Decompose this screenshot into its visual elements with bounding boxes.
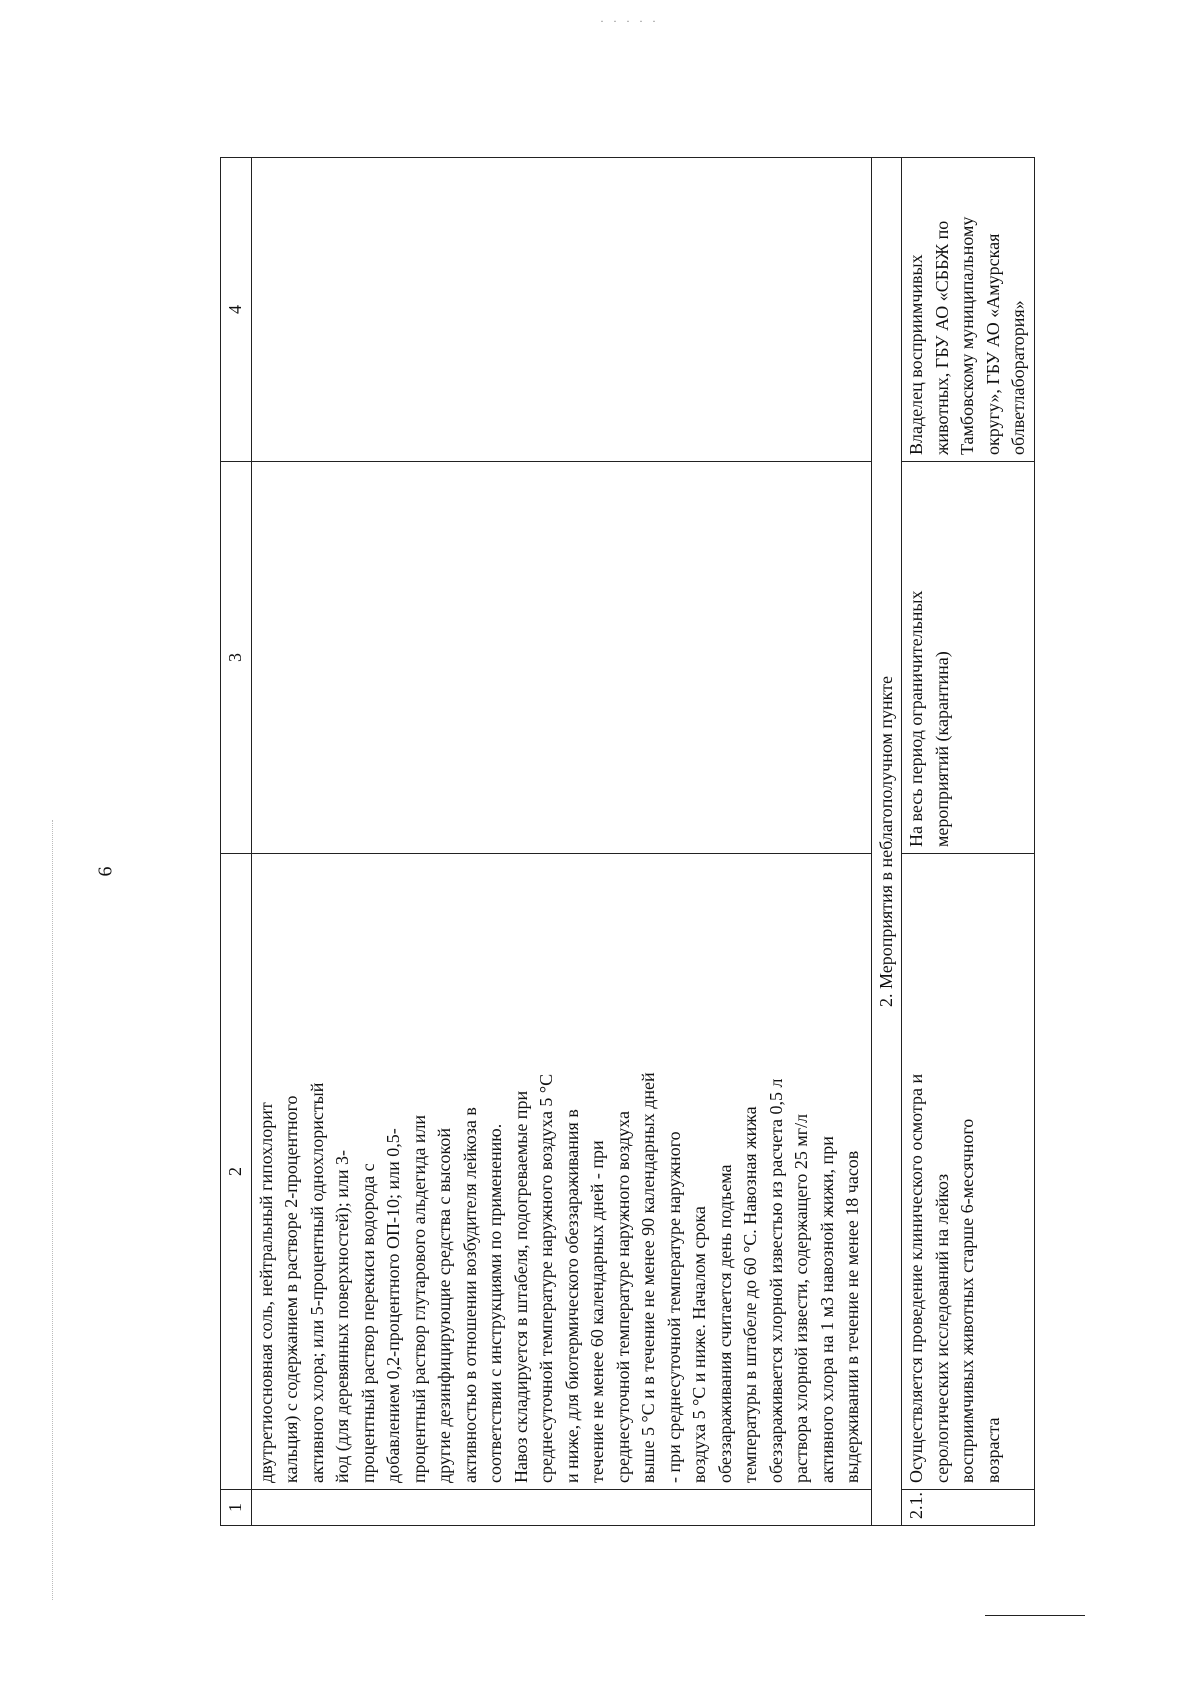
text-line: выдерживании в течение не менее 18 часов bbox=[842, 1150, 862, 1483]
text-line: активного хлора на 1 м3 навозной жижи, при bbox=[816, 1136, 837, 1483]
text-line: соответствии с инструкциями по применению. bbox=[485, 1123, 505, 1483]
header-col-2: 2 bbox=[221, 854, 252, 1490]
text-line: течение не менее 60 календарных дней - при bbox=[587, 1140, 607, 1483]
text-line: мероприятий (карантина) bbox=[931, 651, 952, 847]
row-number: 2.1. bbox=[902, 1490, 1035, 1526]
cell-2-1-period bbox=[902, 462, 1035, 854]
text-line: процентный раствор перекиси водорода с bbox=[357, 1163, 378, 1483]
cell-continued-col-4 bbox=[251, 158, 871, 462]
cell-continued-col-2 bbox=[251, 854, 871, 1490]
header-col-1: 1 bbox=[221, 1490, 252, 1526]
scan-artifact-line bbox=[52, 820, 54, 1600]
cell-2-1-responsible bbox=[902, 158, 1035, 462]
text-line: животных, ГБУ АО «СББЖ по bbox=[931, 220, 952, 455]
text-line: На весь период ограничительных bbox=[906, 590, 926, 847]
section-header-row bbox=[871, 158, 902, 1526]
scan-artifact-dots: · · · · · bbox=[600, 14, 659, 28]
cell-continued-col-1 bbox=[251, 1490, 871, 1526]
text-line: другие дезинфицирующие средства с высокой bbox=[434, 1128, 454, 1483]
text-line: Тамбовскому муниципальному bbox=[957, 216, 977, 455]
section-title: 2. Мероприятия в неблагополучном пункте bbox=[871, 158, 902, 1526]
text-line: округу», ГБУ АО «Амурская bbox=[982, 233, 1003, 455]
text-line: обеззараживается хлорной известью из расчета 0,5 л bbox=[765, 1078, 786, 1483]
text-line: Владелец восприимчивых bbox=[906, 254, 926, 455]
text-line: серологических исследований на лейкоз bbox=[931, 1173, 952, 1483]
cell-2-1-action bbox=[902, 854, 1035, 1490]
text-line: процентный раствор глутарового альдегида или bbox=[408, 1114, 429, 1483]
text-line: двутретиосновная соль, нейтральный гипохлорит bbox=[255, 1102, 276, 1483]
text-line: активностью в отношении возбудителя лейкоза в bbox=[459, 1107, 480, 1483]
text-line: восприимчивых животных старше 6-месячного bbox=[957, 1118, 977, 1483]
text-line: добавлением 0,2-процентного ОП-10; или 0,5- bbox=[383, 1128, 403, 1483]
cell-continued-col-3 bbox=[251, 462, 871, 854]
text-line: раствора хлорной извести, содержащего 25 мг/л bbox=[791, 1113, 811, 1483]
text-line: воздуха 5 °С и ниже. Началом срока bbox=[689, 1206, 709, 1483]
text-line: Навоз складируется в штабеля, подогреваемые при bbox=[510, 1090, 531, 1483]
header-col-4: 4 bbox=[221, 158, 252, 462]
text-line: обеззараживания считается день подъема bbox=[714, 1164, 735, 1483]
text-line: - при среднесуточной температуре наружного bbox=[663, 1131, 684, 1483]
text-line: среднесуточной температуре наружного воздуха bbox=[612, 1111, 633, 1483]
table-row-2-1 bbox=[902, 158, 1035, 1526]
header-col-3: 3 bbox=[221, 462, 252, 854]
table-row-continued bbox=[251, 158, 871, 1526]
table-container bbox=[220, 158, 1028, 1526]
text-line: температуры в штабеле до 60 °С. Навозная жижа bbox=[740, 1106, 760, 1483]
rotated-table-frame bbox=[220, 158, 1028, 1526]
text-line: выше 5 °С и в течение не менее 90 календарных дней bbox=[638, 1072, 658, 1483]
page-number: 6 bbox=[94, 866, 117, 877]
text-line: возраста bbox=[982, 1417, 1003, 1483]
text-line: среднесуточной температуре наружного воздуха 5 °С bbox=[536, 1073, 556, 1483]
measures-table bbox=[220, 157, 1035, 1526]
text-line: йод (для деревянных поверхностей); или 3- bbox=[332, 1149, 352, 1483]
text-line: облветлаборатория» bbox=[1008, 300, 1028, 455]
text-line: кальция) с содержанием в растворе 2-процентного bbox=[281, 1095, 301, 1483]
table-header-row bbox=[221, 158, 252, 1526]
text-line: активного хлора; или 5-процентный однохлористый bbox=[306, 1082, 327, 1483]
text-line: и ниже, для биотермического обеззараживания в bbox=[561, 1109, 582, 1483]
footnote-rule bbox=[985, 1615, 1085, 1616]
text-line: Осуществляется проведение клинического осмотра и bbox=[906, 1073, 926, 1483]
